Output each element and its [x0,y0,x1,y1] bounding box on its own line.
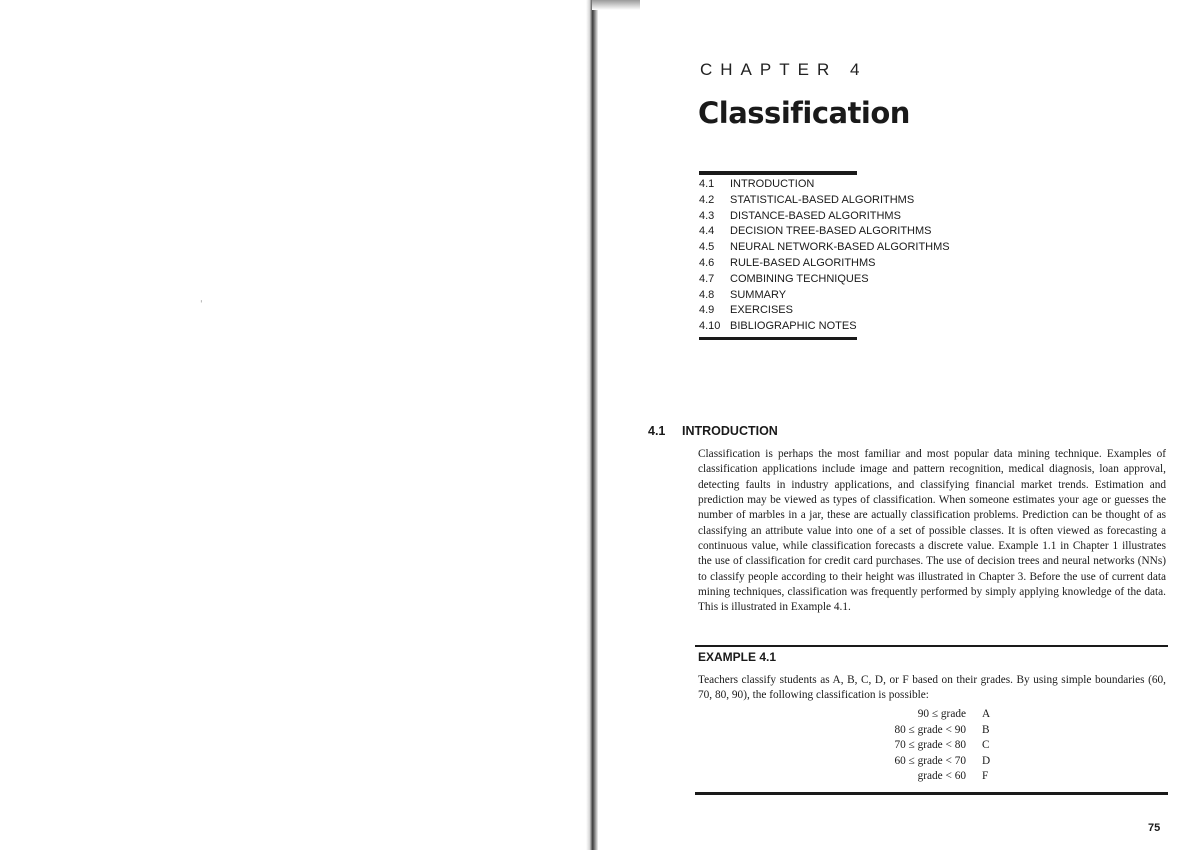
example-bottom-rule [695,792,1168,795]
toc-item-number: 4.2 [699,193,715,206]
toc-item [699,319,999,335]
example-paragraph: Teachers classify students as A, B, C, D, or F based on their grades. By using simple boundaries (60, 70, 80, 90), the following classification is possible: [698,674,1166,702]
toc-item-label: STATISTICAL-BASED ALGORITHMS [730,193,915,206]
chapter-label: CHAPTER 4 [700,60,868,79]
toc-item-label: DECISION TREE-BASED ALGORITHMS [730,225,932,238]
table-row [856,769,1002,785]
toc-item [699,193,999,209]
table-row [856,723,1002,739]
example-top-rule [695,645,1168,647]
toc-item-label: NEURAL NETWORK-BASED ALGORITHMS [730,241,950,254]
book-spine-shadow [586,0,598,850]
toc-item-number: 4.7 [699,272,715,285]
toc-item-label: EXERCISES [730,304,793,317]
grade-classification-table [856,707,1002,785]
toc-item-number: 4.1 [699,178,715,190]
grade-condition: grade < 60 [917,770,966,782]
grade-letter: C [982,739,990,751]
grade-letter: F [982,770,989,782]
toc-item-label: BIBLIOGRAPHIC NOTES [730,320,857,333]
toc-item-number: 4.8 [699,288,715,301]
toc-item-number: 4.5 [699,241,715,254]
toc-item-label: INTRODUCTION [730,178,815,190]
chapter-title: Classification [698,96,910,130]
toc-item [699,272,999,288]
section-title: INTRODUCTION [682,424,778,438]
grade-letter: D [982,754,991,767]
table-row [856,707,1002,723]
grade-condition: 60 ≤ grade < 70 [894,754,966,767]
section-number: 4.1 [648,424,666,438]
grade-letter: B [982,723,990,736]
toc-item-number: 4.4 [699,225,715,238]
left-blank-page [0,0,592,850]
toc-item [699,303,999,319]
toc-item-label: DISTANCE-BASED ALGORITHMS [730,209,901,222]
toc-item [699,224,999,240]
grade-condition: 80 ≤ grade < 90 [894,723,966,736]
grade-condition: 70 ≤ grade < 80 [894,739,966,751]
table-row [856,738,1002,754]
page-speck: ˈ [200,300,203,310]
toc-item-number: 4.10 [699,320,721,333]
toc-item-label: SUMMARY [730,288,787,301]
right-page [598,0,1200,850]
toc-bottom-rule [699,337,857,340]
toc-item [699,256,999,272]
section-heading [648,424,778,438]
toc-item [699,288,999,304]
example-title: EXAMPLE 4.1 [698,650,777,664]
chapter-contents [699,177,999,335]
page-number: 75 [1148,822,1161,834]
toc-item [699,240,999,256]
table-row [856,754,1002,770]
toc-item [699,177,999,193]
toc-item-number: 4.9 [699,304,715,317]
toc-top-rule [699,171,857,175]
section-body-paragraph: Classification is perhaps the most familiar and most popular data mining technique. Examples of classification applications include image and pattern recognition, medical diagnosis, loan approval, detecting faults in industry applications, and classifying financial market trends. Estimation and prediction may be viewed as types of classification. When someone estimates your age or guesses the number of marbles in a jar, these are actually classification problems. Prediction can be thought of as classifying an attribute value into one of a set of possible classes. It is often viewed as forecasting a continuous value, while classification forecasts a discrete value. Example 1.1 in Chapter 1 illustrates the use of classification for credit card purchases. The use of decision trees and neural networks (NNs) to classify people according to their height was illustrated in Chapter 3. Before the use of current data mining techniques, classification was frequently performed by simply applying knowledge of the data. This is illustrated in Example 4.1. [698,448,1166,614]
toc-item-label: RULE-BASED ALGORITHMS [730,256,876,269]
toc-item-number: 4.6 [699,256,715,269]
toc-item-label: COMBINING TECHNIQUES [730,272,869,285]
grade-condition: 90 ≤ grade [917,708,966,720]
grade-letter: A [982,708,991,720]
toc-item [699,209,999,225]
toc-item-number: 4.3 [699,209,715,222]
